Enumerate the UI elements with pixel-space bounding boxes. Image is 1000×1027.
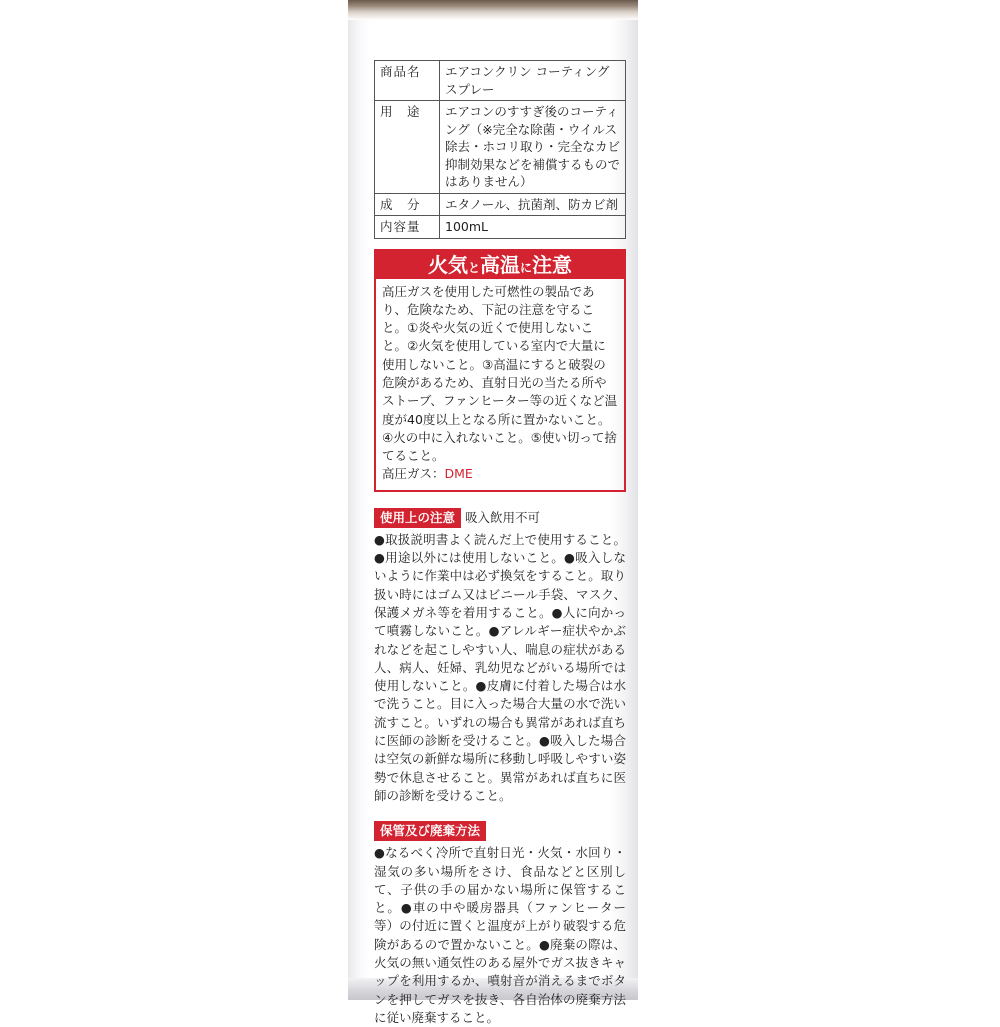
precautions-body: ●取扱説明書よく読んだ上で使用すること。●用途以外には使用しないこと。●吸入しないように作業中は必ず換気をすること。取り扱い時にはゴム又はビニール手袋、マスク、保護メガネ等を着用すること。●人に向かって噴霧しないこと。●アレルギー症状やかぶれなどを起こしやすい人、喘息の症状がある人、病人、妊婦、乳幼児などがいる場所では使用しないこと。●皮膚に付着した場合は水で洗うこと。目に入った場合大量の水で洗い流すこと。いずれの場合も異常があれば直ちに医師の診断を受けること。●吸入した場合は空気の新鮮な場所に移動し呼吸しやすい姿勢で休息させること。異常があれば直ちに医師の診断を受けること。 [374,531,626,803]
storage-body: ●なるべく冷所で直射日光・火気・水回り・湿気の多い場所をさけ、食品などと区別して、子供の手の届かない場所に保管すること。●車の中や暖房器具（ファンヒーター等）の付近に置くと温度が上がり破裂する危険があるので置かないこと。●廃棄の際は、火気の無い通気性のある屋外でガス抜きキャップを利用するか、噴射音が消えるまでボタンを押してガスを抜き、各自治体の廃棄方法に従い廃棄すること。 [374,845,626,1025]
fire-warning-body [376,279,624,490]
volume-label: 内容量 [375,216,440,239]
gas-value: DME [444,466,473,482]
ingredients-value: エタノール、抗菌剤、防カビ剤 [440,193,626,216]
precautions-title: 使用上の注意 [374,508,461,528]
volume-value: 100mL [440,216,626,239]
fire-warning-text: 高圧ガスを使用した可燃性の製品であり、危険なため、下記の注意を守ること。①炎や火気の近くで使用しないこと。②火気を使用している室内で大量に使用しないこと。③高温にすると破裂の危険があるため、直射日光の当たる所やストーブ、ファンヒーター等の近くなど温度が40度以上となる所に置かないこと。④火の中に入れないこと。⑤使い切って捨てること。 [382,283,618,464]
usage-label: 用 途 [375,101,440,194]
product-name-value: エアコンクリン コーティングスプレー [440,61,626,101]
usage-value: エアコンのすすぎ後のコーティング（※完全な除菌・ウイルス除去・ホコリ取り・完全なカビ抑制効果などを補償するものではありません） [440,101,626,194]
fire-warning-box [374,249,626,492]
title-part-ni: に [520,260,533,275]
title-part-heat: 高温 [480,252,520,277]
storage-header [374,821,626,841]
precautions-header [374,508,626,528]
table-row [375,61,626,101]
table-row [375,193,626,216]
box-top-edge [348,0,638,20]
precautions-subnote: 吸入飲用不可 [465,510,541,526]
gas-label: 高圧ガス： [382,466,445,482]
title-part-caution: 注意 [532,252,573,277]
storage-title: 保管及び廃棄方法 [374,821,486,841]
title-part-fire: 火気 [427,252,468,277]
spec-table [374,60,626,239]
table-row [375,101,626,194]
table-row [375,216,626,239]
title-part-to: と [467,260,480,275]
fire-warning-title [376,251,624,279]
ingredients-label: 成 分 [375,193,440,216]
label-content [374,60,626,1027]
product-name-label: 商品名 [375,61,440,101]
